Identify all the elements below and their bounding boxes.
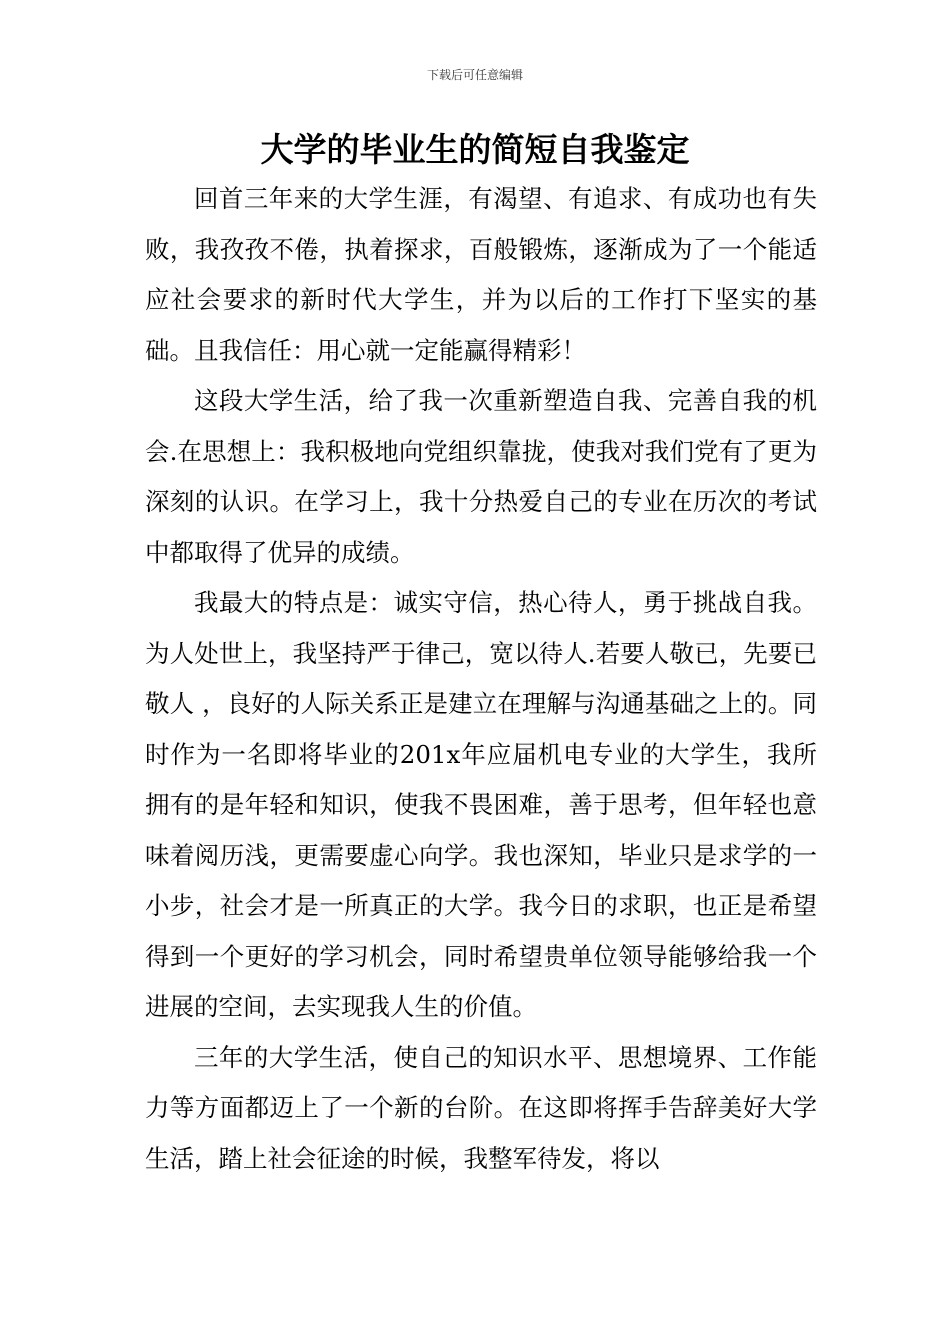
document-body bbox=[145, 174, 817, 1184]
paragraph-4: 三年的大学生活，使自己的知识水平、思想境界、工作能力等方面都迈上了一个新的台阶。在这即将挥手告辞美好大学生活，踏上社会征途的时候，我整军待发，将以 bbox=[145, 1042, 817, 1173]
paragraph-2: 这段大学生活，给了我一次重新塑造自我、完善自我的机会.在思想上：我积极地向党组织靠拢，使我对我们党有了更为深刻的认识。在学习上，我十分热爱自己的专业在历次的考试中都取得了优异的成绩。 bbox=[145, 386, 817, 567]
paragraph-1: 回首三年来的大学生涯，有渴望、有追求、有成功也有失败，我孜孜不倦，执着探求，百般锻炼，逐渐成为了一个能适应社会要求的新时代大学生，并为以后的工作打下坚实的基础。且我信任：用心就一定能赢得精彩！ bbox=[145, 184, 817, 365]
document-title: 大学的毕业生的简短自我鉴定 bbox=[260, 130, 690, 169]
header-note: 下载后可任意编辑 bbox=[426, 68, 523, 82]
paragraph-3: 我最大的特点是：诚实守信，热心待人，勇于挑战自我。为人处世上，我坚持严于律己，宽以待人.若要人敬已，先要已敬人 ，良好的人际关系正是建立在理解与沟通基础之上的。同时作为一名即将毕业的201x年应届机电专业的大学生，我所拥有的是年轻和知识，使我不畏困难，善于思考，但年轻也意味着阅历浅，更需要虚心向学。我也深知，毕业只是求学的一小步，社会才是一所真正的大学。我今日的求职，也正是希望得到一个更好的学习机会，同时希望贵单位领导能够给我一个进展的空间，去实现我人生的价值。 bbox=[145, 588, 817, 1021]
